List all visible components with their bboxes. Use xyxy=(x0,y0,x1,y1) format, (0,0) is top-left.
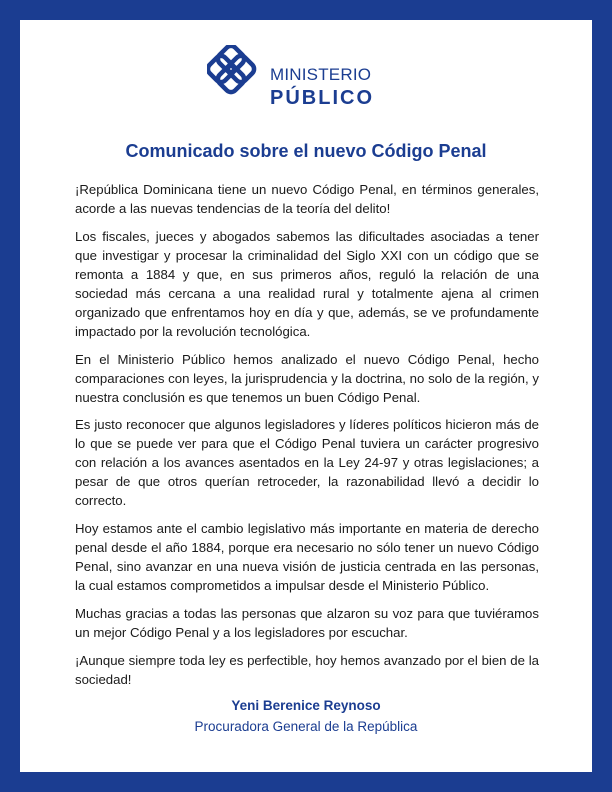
paragraph: ¡Aunque siempre toda ley es perfectible, hoy hemos avanzado por el bien de la sociedad! xyxy=(75,652,539,687)
paragraph: Muchas gracias a todas las personas que alzaron su voz para que tuviéramos un mejor Código Penal y a los legisladores por escuchar. xyxy=(75,605,539,640)
paragraph: ¡República Dominicana tiene un nuevo Código Penal, en términos generales, acorde a las nuevas tendencias de la teoría del delito! xyxy=(75,182,539,216)
logo-text-publico: PÚBLICO xyxy=(270,87,374,109)
ministerio-publico-logo xyxy=(207,45,407,115)
paragraph: En el Ministerio Público hemos analizado el nuevo Código Penal, hecho comparaciones con leyes, la jurisprudencia y la doctrina, no solo de la región, y nuestra conclusión es que tenemos un buen Código Penal. xyxy=(75,351,539,405)
signatory-role: Procuradora General de la República xyxy=(194,719,418,734)
paragraph: Hoy estamos ante el cambio legislativo más importante en materia de derecho penal desde el año 1884, porque era necesario no sólo tener un nuevo Código Penal, sino avanzar en una nueva visión de justicia centrada en las personas, la cual estamos comprometidos a impulsar desde el Ministerio Público. xyxy=(75,521,539,594)
paragraph: Los fiscales, jueces y abogados sabemos las dificultades asociadas a tener que investigar y procesar la criminalidad del Siglo XXI con un código que se remonta a 1884 y que, en sus primeros años, reguló la relación de una sociedad más cercana a una realidad rural y totalmente ajena al crimen organizado que enfrentamos hoy en día y que, además, se ve profundamente impactado por la revolución tecnológica. xyxy=(75,228,539,339)
document-title: Comunicado sobre el nuevo Código Penal xyxy=(125,141,487,161)
document-body xyxy=(75,180,539,698)
signatory-name: Yeni Berenice Reynoso xyxy=(231,698,381,713)
paragraph: Es justo reconocer que algunos legisladores y líderes políticos hicieron más de lo que se puede ver para que el Código Penal tuviera un carácter progresivo con relación a los avances asentados en la Ley 24-97 y otras legislaciones; a pesar de que otros querían retroceder, la razonabilidad llevó a decidir lo correcto. xyxy=(75,417,539,509)
ministerio-publico-knot-logo-icon xyxy=(207,45,265,103)
logo-text-ministerio: MINISTERIO xyxy=(270,65,372,84)
